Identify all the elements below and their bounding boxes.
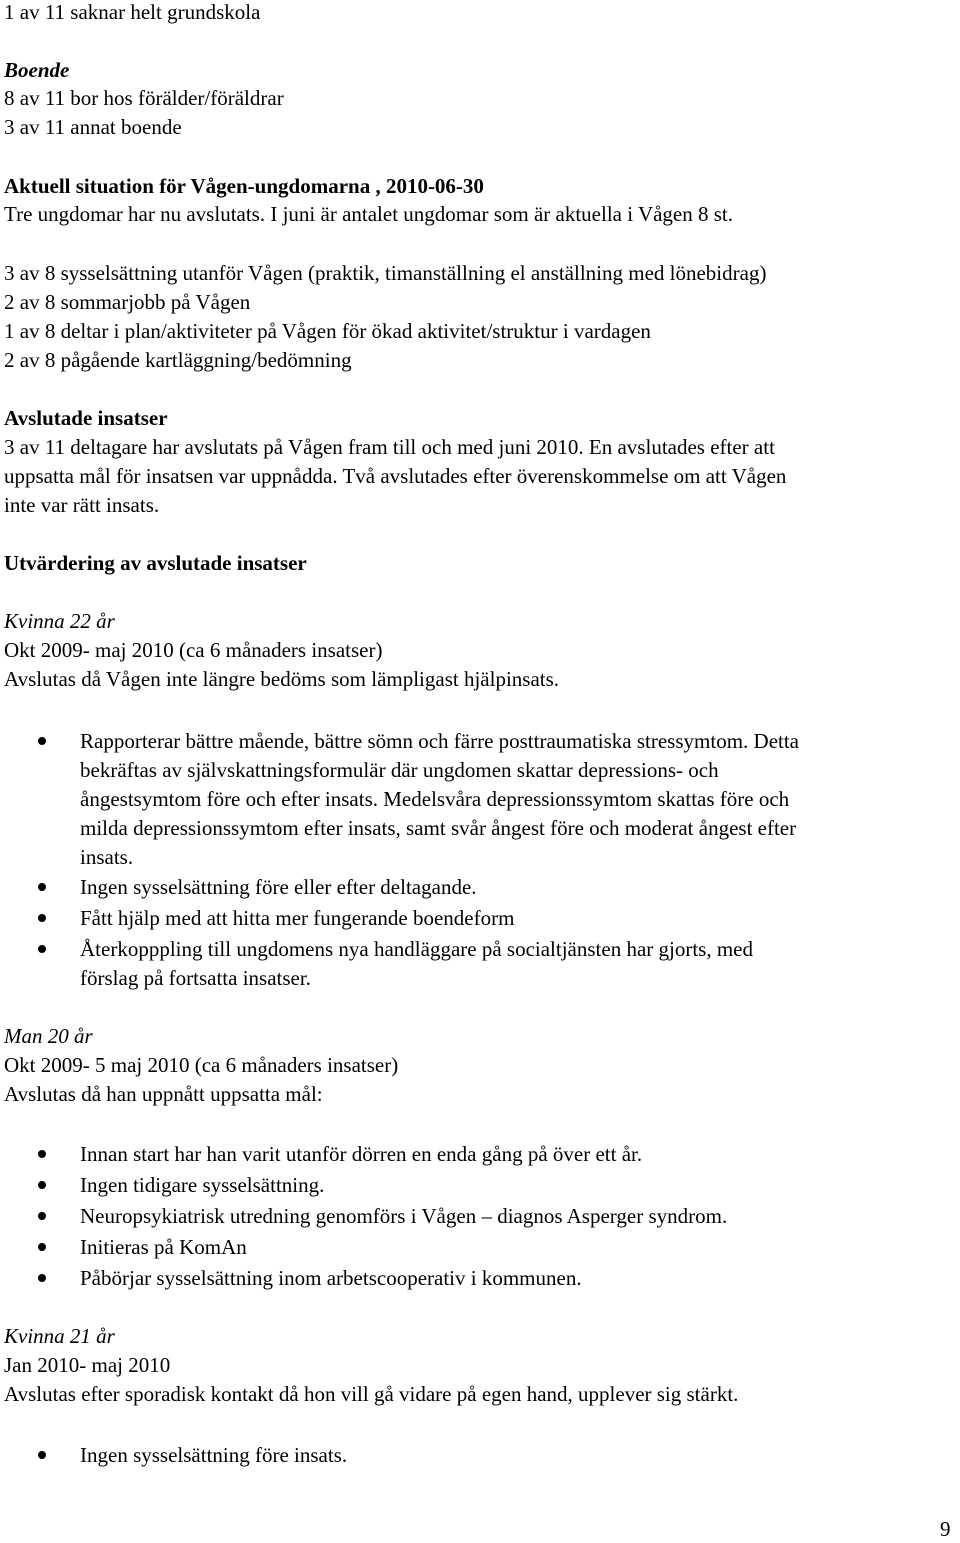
case-period: Okt 2009- 5 maj 2010 (ca 6 månaders insatser) bbox=[4, 1053, 399, 1077]
case-reason: Avslutas efter sporadisk kontakt då hon vill gå vidare på egen hand, upplever sig stärkt. bbox=[4, 1382, 739, 1406]
bullet-icon bbox=[38, 883, 46, 891]
bullet-icon bbox=[38, 1243, 46, 1251]
bullet-text: Innan start har han varit utanför dörren en enda gång på över ett år. bbox=[80, 1142, 643, 1166]
status-line: 1 av 8 deltar i plan/aktiviteter på Vågen för ökad aktivitet/struktur i vardagen bbox=[4, 319, 651, 343]
bullet-icon bbox=[38, 1181, 46, 1189]
bullet-text: ångestsymtom före och efter insats. Medelsvåra depressionssymtom skattas före och bbox=[80, 787, 790, 811]
bullet-text: Initieras på KomAn bbox=[80, 1235, 247, 1259]
bullet-text: Ingen sysselsättning före eller efter deltagande. bbox=[80, 875, 477, 899]
bullet-text: insats. bbox=[80, 845, 134, 869]
bullet-text: Ingen sysselsättning före insats. bbox=[80, 1443, 348, 1467]
bullet-icon bbox=[38, 737, 46, 745]
bullet-icon bbox=[38, 945, 46, 953]
boende-heading: Boende bbox=[4, 58, 70, 82]
intro-line: 1 av 11 saknar helt grundskola bbox=[4, 0, 261, 24]
bullet-icon bbox=[38, 914, 46, 922]
avslutade-line: uppsatta mål för insatsen var uppnådda. Två avslutades efter överenskommelse om att Vågen bbox=[4, 464, 787, 488]
bullet-text: Fått hjälp med att hitta mer fungerande boendeform bbox=[80, 906, 515, 930]
bullet-text: bekräftas av självskattningsformulär där ungdomen skattar depressions- och bbox=[80, 758, 719, 782]
status-line: 2 av 8 sommarjobb på Vågen bbox=[4, 290, 251, 314]
bullet-text: Påbörjar sysselsättning inom arbetscooperativ i kommunen. bbox=[80, 1266, 582, 1290]
status-line: 2 av 8 pågående kartläggning/bedömning bbox=[4, 348, 352, 372]
case-title: Kvinna 22 år bbox=[4, 609, 115, 633]
bullet-text: Neuropsykiatrisk utredning genomförs i Vågen – diagnos Asperger syndrom. bbox=[80, 1204, 728, 1228]
bullet-text: milda depressionssymtom efter insats, samt svår ångest före och moderat ångest efter bbox=[80, 816, 797, 840]
case-reason: Avslutas då Vågen inte längre bedöms som lämpligast hjälpinsats. bbox=[4, 667, 560, 691]
case-title: Kvinna 21 år bbox=[4, 1324, 115, 1348]
avslutade-line: 3 av 11 deltagare har avslutats på Vågen fram till och med juni 2010. En avslutades efter att bbox=[4, 435, 775, 459]
aktuell-line: Tre ungdomar har nu avslutats. I juni är antalet ungdomar som är aktuella i Vågen 8 st. bbox=[4, 202, 734, 226]
bullet-icon bbox=[38, 1212, 46, 1220]
bullet-icon bbox=[38, 1274, 46, 1282]
avslutade-line: inte var rätt insats. bbox=[4, 493, 160, 517]
boende-line: 8 av 11 bor hos förälder/föräldrar bbox=[4, 86, 284, 110]
avslutade-heading: Avslutade insatser bbox=[4, 406, 168, 430]
status-line: 3 av 8 sysselsättning utanför Vågen (praktik, timanställning el anställning med lönebidrag) bbox=[4, 261, 767, 285]
bullet-icon bbox=[38, 1150, 46, 1158]
bullet-icon bbox=[38, 1451, 46, 1459]
utvardering-heading: Utvärdering av avslutade insatser bbox=[4, 551, 307, 575]
case-reason: Avslutas då han uppnått uppsatta mål: bbox=[4, 1082, 323, 1106]
bullet-text: Rapporterar bättre mående, bättre sömn och färre posttraumatiska stressymtom. Detta bbox=[80, 729, 800, 753]
bullet-text: Ingen tidigare sysselsättning. bbox=[80, 1173, 325, 1197]
case-period: Okt 2009- maj 2010 (ca 6 månaders insatser) bbox=[4, 638, 383, 662]
page-number: 9 bbox=[940, 1517, 951, 1541]
case-period: Jan 2010- maj 2010 bbox=[4, 1353, 171, 1377]
boende-line: 3 av 11 annat boende bbox=[4, 115, 182, 139]
case-title: Man 20 år bbox=[4, 1024, 93, 1048]
bullet-text: Återkopppling till ungdomens nya handläggare på socialtjänsten har gjorts, med bbox=[80, 937, 754, 961]
bullet-text: förslag på fortsatta insatser. bbox=[80, 966, 311, 990]
aktuell-heading: Aktuell situation för Vågen-ungdomarna , 2010-06-30 bbox=[4, 174, 484, 198]
